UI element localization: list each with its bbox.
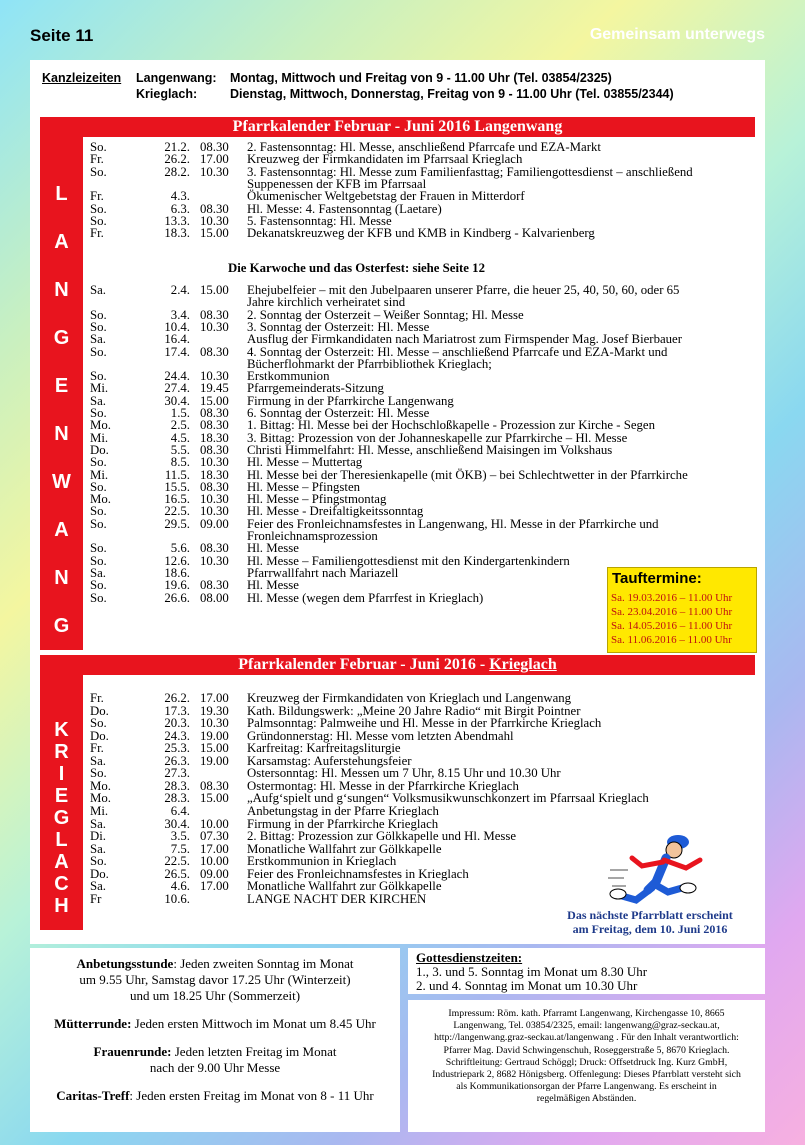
impressum-line: als Kommunikationsorgan der Pfarre Langenwang. Es erscheint in (456, 1081, 717, 1093)
event-date: 22.5. (164, 504, 190, 519)
vertical-letter: A (54, 851, 69, 873)
event-day: So. (90, 164, 107, 179)
vertical-letter: W (52, 471, 71, 493)
event-day: Mi. (90, 467, 109, 482)
event-day: Mi. (90, 803, 109, 818)
event-text: Erstkommunion (247, 369, 330, 384)
impressum-line: http://langenwang.graz-seckau.at/langenwang . Für den Inhalt verantwortlich: (434, 1032, 739, 1044)
event-text: Hl. Messe – Muttertag (247, 455, 363, 470)
event-time: 19.00 (200, 753, 229, 768)
event-day: Sa. (90, 565, 106, 580)
event-time: 10.00 (200, 816, 229, 831)
event-day: So. (90, 479, 107, 494)
service-times-line: 2. und 4. Sonntag im Monat um 10.30 Uhr (416, 978, 638, 993)
vertical-letter: K (54, 719, 69, 741)
event-text: Kath. Bildungswerk: „Meine 20 Jahre Radio“ mit Birgit Pointner (247, 703, 581, 718)
event-time: 15.00 (200, 791, 229, 806)
event-date: 8.5. (170, 455, 190, 470)
event-date: 2.4. (170, 283, 190, 297)
women-label: Frauenrunde: (93, 1044, 172, 1059)
event-date: 28.3. (164, 791, 190, 806)
event-text: 2. Fastensonntag: Hl. Messe, anschließend Pfarrcafe und EZA-Markt (247, 140, 601, 154)
event-text: Erstkommunion in Krieglach (247, 854, 397, 869)
event-day: Mo. (90, 418, 111, 433)
next-issue-note (550, 908, 750, 936)
office-hours-label: Kanzleizeiten (42, 71, 122, 85)
event-day: So. (90, 516, 107, 531)
holy-week-note: Die Karwoche und das Osterfest: siehe Seite 12 (228, 261, 485, 275)
impressum-text (408, 1008, 765, 1106)
event-text: LANGE NACHT DER KIRCHEN (247, 891, 427, 906)
event-day: Do. (90, 866, 109, 881)
event-text: Anbetungstag in der Pfarre Krieglach (247, 803, 439, 818)
event-date: 26.2. (164, 152, 190, 167)
event-time: 10.30 (200, 553, 229, 568)
event-day: Mi. (90, 381, 109, 396)
event-date: 29.5. (164, 516, 190, 531)
vertical-letter: A (54, 231, 69, 253)
event-time: 18.30 (200, 430, 229, 445)
event-day: Do. (90, 703, 109, 718)
vertical-letter: E (54, 375, 69, 397)
main-panel (30, 60, 765, 944)
event-day: So. (90, 140, 107, 154)
event-date: 10.4. (164, 319, 190, 334)
baptism-date: Sa. 11.06.2016 – 11.00 Uhr (611, 634, 732, 646)
event-time: 15.00 (200, 393, 229, 408)
event-date: 22.5. (164, 854, 190, 869)
event-text: Dekanatskreuzweg der KFB und KMB in Kindberg - Kalvarienberg (247, 226, 595, 241)
event-time: 17.00 (200, 691, 229, 705)
event-date: 27.3. (164, 766, 190, 781)
vertical-letter: G (53, 807, 70, 829)
event-day: So. (90, 541, 107, 556)
vertical-letter: H (54, 895, 69, 917)
event-text: Karsamstag: Auferstehungsfeier (247, 753, 412, 768)
event-time: 10.30 (200, 164, 229, 179)
event-day: Mo. (90, 492, 111, 507)
event-time: 10.00 (200, 854, 229, 869)
event-date: 11.5. (164, 467, 190, 482)
baptism-date: Sa. 14.05.2016 – 11.00 Uhr (611, 620, 733, 632)
event-time: 08.30 (200, 578, 229, 593)
event-text: Feier des Fronleichnamsfestes in Krieglach (247, 866, 469, 881)
event-day: Fr. (90, 741, 104, 756)
event-date: 10.6. (164, 891, 190, 906)
event-day: So. (90, 201, 107, 216)
event-time: 10.30 (200, 369, 229, 384)
baptism-date: Sa. 19.03.2016 – 11.00 Uhr (611, 592, 733, 604)
event-date: 28.3. (164, 778, 190, 793)
event-text: 3. Sonntag der Osterzeit: Hl. Messe (247, 319, 430, 334)
event-day: So. (90, 854, 107, 869)
event-text: Karfreitag: Karfreitagsliturgie (247, 741, 401, 756)
vertical-letter: G (53, 327, 70, 349)
mothers-label: Mütterrunde: (54, 1016, 132, 1031)
event-day: Sa. (90, 332, 106, 347)
event-date: 4.3. (170, 189, 190, 204)
event-date: 2.5. (170, 418, 190, 433)
event-date: 5.6. (170, 541, 190, 556)
event-text: Hl. Messe: 4. Fastensonntag (Laetare) (247, 201, 442, 216)
event-text: Hl. Messe – Familiengottesdienst mit den Kindergartenkindern (247, 553, 570, 568)
langenwang-side-bar (40, 137, 83, 650)
service-times-box (408, 948, 765, 994)
event-time: 08.30 (200, 778, 229, 793)
event-day: Mi. (90, 430, 109, 445)
office-times: Dienstag, Mittwoch, Donnerstag, Freitag von 9 - 11.00 Uhr (Tel. 03855/2344) (230, 87, 674, 101)
event-time: 08.30 (200, 406, 229, 420)
event-date: 17.3. (164, 703, 190, 718)
event-day: Sa. (90, 283, 106, 297)
event-date: 20.3. (164, 716, 190, 731)
event-text: Monatliche Wallfahrt zur Gölkkapelle (247, 879, 442, 894)
event-text: Pfarrwallfahrt nach Mariazell (247, 565, 399, 580)
event-text: Firmung in der Pfarrkirche Krieglach (247, 816, 439, 831)
event-text: Monatliche Wallfahrt zur Gölkkapelle (247, 841, 442, 856)
event-text: Firmung in der Pfarrkirche Langenwang (247, 393, 454, 408)
caritas-line: Caritas-Treff: Jeden ersten Freitag im Monat von 8 - 11 Uhr (56, 1088, 374, 1103)
event-text: 3. Bittag: Prozession von der Johanneskapelle zur Pfarrkirche – Hl. Messe (247, 430, 628, 445)
krieglach-heading-prefix: Pfarrkalender Februar - Juni 2016 - (238, 656, 490, 673)
event-date: 4.6. (170, 879, 190, 894)
office-place: Krieglach: (136, 87, 198, 101)
event-time: 10.30 (200, 319, 229, 334)
event-text: „Aufg‘spielt und g‘sungen“ Volksmusikwunschkonzert im Pfarrsaal Krieglach (247, 791, 649, 806)
langenwang-heading: Pfarrkalender Februar - Juni 2016 Langenwang (40, 117, 755, 137)
event-day: Mo. (90, 791, 111, 806)
event-date: 3.4. (170, 307, 190, 322)
event-date: 12.6. (164, 553, 190, 568)
event-day: So. (90, 406, 107, 420)
event-text: Hl. Messe – Pfingsten (247, 479, 361, 494)
mothers-line: Mütterrunde: Jeden ersten Mittwoch im Monat um 8.45 Uhr (54, 1016, 376, 1031)
event-day: So. (90, 369, 107, 384)
page-number: Seite 11 (30, 26, 94, 45)
service-times-line: 1., 3. und 5. Sonntag im Monat um 8.30 Uhr (416, 964, 648, 979)
event-date: 25.3. (164, 741, 190, 756)
event-day: Fr. (90, 226, 104, 241)
event-text: Hl. Messe (wegen dem Pfarrfest in Krieglach) (247, 590, 484, 605)
event-day: So. (90, 307, 107, 322)
adoration-label: Anbetungsstunde (76, 956, 174, 971)
event-time: 10.30 (200, 716, 229, 731)
event-text: Hl. Messe - Dreifaltigkeitssonntag (247, 504, 424, 519)
event-time: 08.30 (200, 541, 229, 556)
event-day: Sa. (90, 393, 106, 408)
next-issue-line: Das nächste Pfarrblatt erscheint (567, 908, 733, 922)
event-day: So. (90, 766, 107, 781)
event-date: 27.4. (164, 381, 190, 396)
impressum-line: Impressum: Röm. kath. Pfarramt Langenwang, Kirchengasse 10, 8665 (448, 1008, 725, 1019)
vertical-letter: C (54, 873, 69, 895)
women-line: Frauenrunde: Jeden letzten Freitag im Monat (93, 1044, 337, 1059)
impressum-box (408, 1000, 765, 1132)
impressum-line: Langenwang, Tel. 03854/2325, email: langenwang@graz-seckau.at, (453, 1020, 720, 1032)
baptism-title: Tauftermine: (612, 570, 702, 587)
event-day: Fr. (90, 189, 104, 204)
office-place: Langenwang: (136, 71, 217, 85)
event-time: 18.30 (200, 467, 229, 482)
event-text: Hl. Messe (247, 578, 299, 593)
event-date: 5.5. (170, 442, 190, 457)
event-date: 3.5. (170, 829, 190, 844)
event-day: Di. (90, 829, 106, 844)
event-time: 08.30 (200, 442, 229, 457)
baptism-date: Sa. 23.04.2016 – 11.00 Uhr (611, 606, 733, 618)
event-date: 21.2. (164, 140, 190, 154)
event-text: 5. Fastensonntag: Hl. Messe (247, 213, 392, 228)
event-text: 2. Bittag: Prozession zur Gölkkapelle und Hl. Messe (247, 829, 517, 844)
event-day: Do. (90, 442, 109, 457)
event-text: 4. Sonntag der Osterzeit: Hl. Messe – anschließend Pfarrcafe und EZA-Markt und (247, 344, 668, 359)
event-date: 24.3. (164, 728, 190, 743)
event-time: 17.00 (200, 152, 229, 167)
event-text: Ökumenischer Weltgebetstag der Frauen in Mitterdorf (247, 189, 525, 204)
event-time: 08.30 (200, 201, 229, 216)
event-date: 6.3. (170, 201, 190, 216)
event-time: 08.30 (200, 344, 229, 359)
event-date: 26.6. (164, 590, 190, 605)
krieglach-event-list (90, 60, 760, 940)
event-text: Hl. Messe – Pfingstmontag (247, 492, 387, 507)
event-date: 26.5. (164, 866, 190, 881)
event-date: 18.6. (164, 565, 190, 580)
event-text: Gründonnerstag: Hl. Messe vom letzten Abendmahl (247, 728, 514, 743)
event-day: So. (90, 213, 107, 228)
event-date: 16.4. (164, 332, 190, 347)
impressum-line: Schriftleitung: Gertraud Schöggl; Druck: Offsetdruck Ing. Kurz GmbH, (445, 1056, 728, 1068)
event-time: 19.45 (200, 381, 229, 396)
event-text-continued: Bücherflohmarkt der Pfarrbibliothek Krieglach; (247, 356, 492, 371)
event-date: 16.5. (164, 492, 190, 507)
event-date: 13.3. (164, 213, 190, 228)
event-day: So. (90, 716, 107, 731)
event-date: 6.4. (170, 803, 190, 818)
event-time: 15.00 (200, 283, 229, 297)
event-day: Fr. (90, 152, 104, 167)
event-time: 08.30 (200, 140, 229, 154)
event-text: Kreuzweg der Firmkandidaten im Pfarrsaal Krieglach (247, 152, 523, 167)
vertical-letter: G (53, 615, 70, 637)
vertical-letter: N (54, 279, 69, 301)
event-day: Sa. (90, 879, 106, 894)
event-date: 15.5. (164, 479, 190, 494)
groups-box (30, 948, 400, 1132)
event-day: So. (90, 590, 107, 605)
event-text: Feier des Fronleichnamsfestes in Langenwang, Hl. Messe in der Pfarrkirche und (247, 516, 659, 531)
vertical-letter: L (55, 183, 68, 205)
event-date: 26.3. (164, 753, 190, 768)
vertical-letter: R (54, 741, 69, 763)
event-time: 08.30 (200, 479, 229, 494)
krieglach-side-bar (40, 675, 83, 930)
event-text: Palmsonntag: Palmweihe und Hl. Messe in der Pfarrkirche Krieglach (247, 716, 602, 731)
event-date: 30.4. (164, 816, 190, 831)
event-time: 10.30 (200, 455, 229, 470)
event-time: 09.00 (200, 516, 229, 531)
event-day: So. (90, 578, 107, 593)
vertical-letter: A (54, 519, 69, 541)
event-time: 10.30 (200, 213, 229, 228)
event-day: So. (90, 344, 107, 359)
office-times: Montag, Mittwoch und Freitag von 9 - 11.00 Uhr (Tel. 03854/2325) (230, 71, 612, 85)
event-time: 10.30 (200, 492, 229, 507)
event-day: Do. (90, 728, 109, 743)
event-time: 15.00 (200, 226, 229, 241)
event-time: 15.00 (200, 741, 229, 756)
event-text: 1. Bittag: Hl. Messe bei der Hochschloßkapelle - Prozession zur Kirche - Segen (247, 418, 655, 433)
event-time: 17.00 (200, 841, 229, 856)
header-title: Gemeinsam unterwegs (589, 26, 765, 43)
running-person-illustration (608, 830, 718, 920)
event-text: Hl. Messe bei der Theresienkapelle (mit ÖKB) – bei Schlechtwetter in der Pfarrkirche (247, 467, 688, 482)
event-time: 17.00 (200, 879, 229, 894)
vertical-letter: N (54, 567, 69, 589)
event-day: Mo. (90, 778, 111, 793)
vertical-letter: N (54, 423, 69, 445)
vertical-letter: E (54, 785, 69, 807)
event-text: Ostermontag: Hl. Messe in der Pfarrkirche Krieglach (247, 778, 519, 793)
event-day: Fr. (90, 691, 104, 705)
event-time: 07.30 (200, 829, 229, 844)
event-day: So. (90, 455, 107, 470)
event-text: 3. Fastensonntag: Hl. Messe zum Familienfasttag; Familiengottesdienst – anschließend (247, 164, 693, 179)
event-text: Ostersonntag: Hl. Messen um 7 Uhr, 8.15 Uhr und 10.30 Uhr (247, 766, 561, 781)
impressum-line: Pfarrer Mag. David Schwingenschuh, Roseggerstraße 5, 8670 Krieglach. (443, 1044, 730, 1056)
women-line: nach der 9.00 Uhr Messe (149, 1060, 281, 1075)
event-date: 24.4. (164, 369, 190, 384)
event-text-continued: Jahre kirchlich verheiratet sind (247, 295, 406, 310)
event-day: Sa. (90, 816, 106, 831)
event-text: 2. Sonntag der Osterzeit – Weißer Sonntag; Hl. Messe (247, 307, 524, 322)
event-date: 28.2. (164, 164, 190, 179)
event-text: Ausflug der Firmkandidaten nach Mariatrost zum Firmspender Mag. Josef Bierbauer (247, 332, 682, 347)
event-date: 1.5. (170, 406, 190, 420)
event-date: 17.4. (164, 344, 190, 359)
event-time: 08.00 (200, 590, 229, 605)
event-day: Fr (90, 891, 102, 906)
event-day: So. (90, 553, 107, 568)
adoration-line: und um 18.25 Uhr (Sommerzeit) (129, 988, 301, 1003)
event-text: 6. Sonntag der Osterzeit: Hl. Messe (247, 406, 430, 420)
page-header (0, 0, 805, 52)
event-date: 26.2. (164, 691, 190, 705)
event-time: 08.30 (200, 418, 229, 433)
adoration-line: Anbetungsstunde: Jeden zweiten Sonntag im Monat (76, 956, 354, 971)
event-text: Ehejubelfeier – mit den Jubelpaaren unserer Pfarre, die heuer 25, 40, 50, 60, oder 65 (247, 283, 680, 297)
event-time: 19.00 (200, 728, 229, 743)
event-text: Kreuzweg der Firmkandidaten von Krieglach und Langenwang (247, 691, 572, 705)
caritas-label: Caritas-Treff (56, 1088, 130, 1103)
event-time: 08.30 (200, 307, 229, 322)
event-day: Sa. (90, 841, 106, 856)
event-time: 19.30 (200, 703, 229, 718)
event-text-continued: Fronleichnamsprozession (247, 528, 378, 543)
event-date: 18.3. (164, 226, 190, 241)
impressum-line: regelmäßigen Abständen. (536, 1093, 637, 1105)
event-text-continued: Suppenessen der KFB im Pfarrsaal (247, 176, 427, 191)
event-day: Sa. (90, 753, 106, 768)
adoration-line: um 9.55 Uhr, Samstag davor 17.25 Uhr (Winterzeit) (79, 972, 351, 987)
service-times-title: Gottesdienstzeiten: (416, 950, 523, 965)
event-date: 19.6. (164, 578, 190, 593)
vertical-letter: L (55, 829, 68, 851)
vertical-letter: I (58, 763, 65, 785)
event-time: 09.00 (200, 866, 229, 881)
event-day: So. (90, 319, 107, 334)
event-time: 10.30 (200, 504, 229, 519)
event-text: Christi Himmelfahrt: Hl. Messe, anschließend Maisingen im Volkshaus (247, 442, 613, 457)
impressum-line: Industriepark 2, 8682 Hönigsberg. Offenlegung: Dieses Pfarrblatt versteht sich (432, 1069, 741, 1081)
event-day: So. (90, 504, 107, 519)
event-text: Hl. Messe (247, 541, 299, 556)
event-date: 7.5. (170, 841, 190, 856)
event-text: Pfarrgemeinderats-Sitzung (247, 381, 384, 396)
event-date: 30.4. (164, 393, 190, 408)
event-date: 4.5. (170, 430, 190, 445)
next-issue-line: am Freitag, dem 10. Juni 2016 (572, 922, 728, 936)
krieglach-heading-town: Krieglach (489, 656, 557, 673)
